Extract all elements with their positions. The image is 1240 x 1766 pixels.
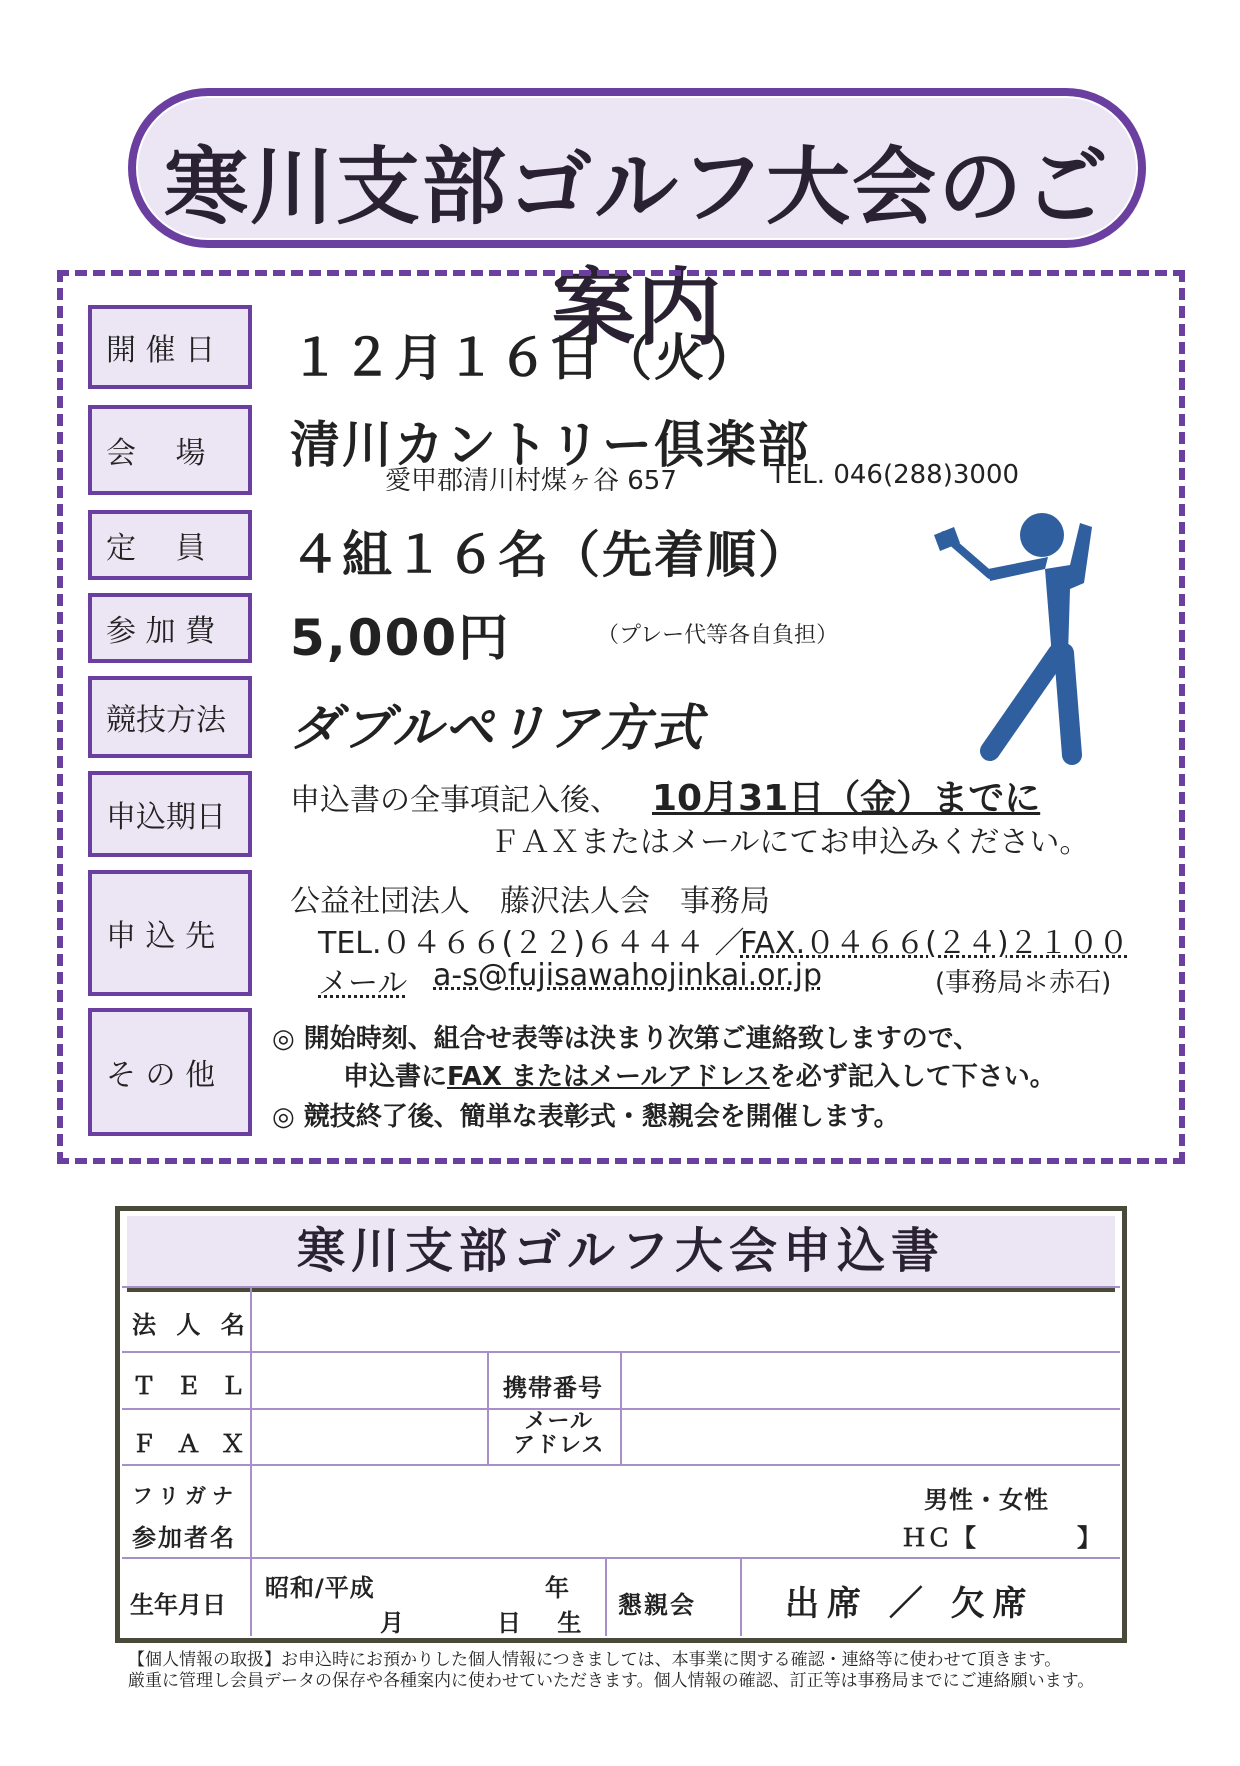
contact-mail-label: メール (318, 966, 408, 1001)
era-option[interactable]: 昭和/平成 (265, 1574, 375, 1602)
day-label: 日 生 (497, 1609, 596, 1637)
capacity-label: 定 員 (88, 510, 252, 580)
other-note-2: ◎ 競技終了後、簡単な表彰式・懇親会を開催します。 (272, 1102, 900, 1132)
form-row-line (122, 1286, 1120, 1288)
mail-label: メール アドレス (513, 1409, 605, 1458)
date-label: 開 催 日 (88, 305, 252, 389)
handicap-field[interactable]: ＨＣ【 】 (902, 1524, 1102, 1552)
mail-field[interactable] (624, 1412, 1118, 1462)
participant-name-label: 参加者名 (132, 1524, 236, 1552)
month-label: 月 (380, 1609, 410, 1637)
deadline-label: 申込期日 (88, 771, 252, 857)
contact-fax: FAX.０４６６(２４)２１００ (740, 926, 1129, 961)
other-note-1: ◎ 開始時刻、組合せ表等は決まり次第ご連絡致しますので、 (272, 1024, 980, 1054)
company-label: 法 人 名 (132, 1311, 251, 1339)
contact-mail[interactable]: a-s@fujisawahojinkai.or.jp (433, 958, 823, 993)
furigana-label: フリガナ (132, 1484, 239, 1508)
method-label: 競技方法 (88, 676, 252, 758)
party-label: 懇親会 (618, 1591, 696, 1619)
birthdate-label: 生年月日 (130, 1591, 226, 1619)
form-row-line (122, 1464, 1120, 1466)
gender-select[interactable]: 男性・女性 (924, 1486, 1049, 1514)
privacy-note-line: 厳重に管理し会員データの保存や各種案内に使わせていただきます。個人情報の確認、訂正等は事務局までにご連絡願います。 (128, 1671, 1095, 1691)
mobile-label: 携帯番号 (503, 1374, 603, 1402)
contact-person: (事務局＊赤石) (935, 968, 1112, 998)
venue-tel: TEL. 046(288)3000 (770, 460, 1020, 490)
date-value: １２月１６日（火） (290, 329, 758, 387)
other-note-1b: 申込書にFAX またはメールアドレスを必ず記入して下さい。 (343, 1062, 1056, 1092)
venue-label: 会 場 (88, 405, 252, 495)
fee-note: （プレー代等各自負担） (597, 623, 839, 648)
tel-field[interactable] (254, 1355, 484, 1405)
form-col-line (740, 1557, 742, 1636)
privacy-note-line: 【個人情報の取扱】お申込時にお預かりした個人情報につきましては、本事業に関する確認・連絡等に使わせて頂きます。 (128, 1650, 1062, 1670)
year-label: 年 (545, 1574, 575, 1602)
fax-label: Ｆ Ａ Ｘ (132, 1430, 251, 1458)
tel-label: Ｔ Ｅ Ｌ (132, 1372, 251, 1400)
venue-address: 愛甲郡清川村煤ヶ谷 657 (385, 466, 677, 496)
privacy-note (128, 1650, 1094, 1692)
fee-label: 参 加 費 (88, 593, 252, 663)
capacity-value: ４組１６名（先着順） (290, 526, 810, 584)
party-attendance-choice[interactable]: 出席 ／ 欠席 (785, 1584, 1035, 1624)
form-col-line (487, 1351, 489, 1464)
golfer-icon (930, 505, 1120, 765)
form-title: 寒川支部ゴルフ大会申込書 (127, 1216, 1115, 1292)
contact-tel: TEL.０４６６(２２)６４４４ ／ (318, 926, 745, 961)
contact-label: 申 込 先 (88, 870, 252, 996)
page-title: 寒川支部ゴルフ大会のご案内 (163, 138, 1110, 357)
deadline-date: 10月31日（金）までに (652, 778, 1041, 819)
contact-org: 公益社団法人 藤沢法人会 事務局 (290, 884, 770, 919)
form-col-line (605, 1557, 607, 1636)
venue-name: 清川カントリー倶楽部 (290, 416, 810, 474)
other-label: そ の 他 (88, 1008, 252, 1136)
deadline-text-2: ＦＡＸまたはメールにてお申込みください。 (490, 825, 1090, 860)
method-value: ダブルペリア方式 (290, 699, 704, 757)
mobile-field[interactable] (624, 1355, 1118, 1405)
form-col-line (620, 1351, 622, 1464)
form-row-line (122, 1557, 1120, 1559)
participant-name-field[interactable] (254, 1468, 894, 1554)
company-field[interactable] (254, 1290, 1118, 1348)
deadline-text-1: 申込書の全事項記入後、 (290, 783, 620, 818)
fee-value: 5,000円 (290, 609, 511, 667)
fax-field[interactable] (254, 1412, 484, 1462)
